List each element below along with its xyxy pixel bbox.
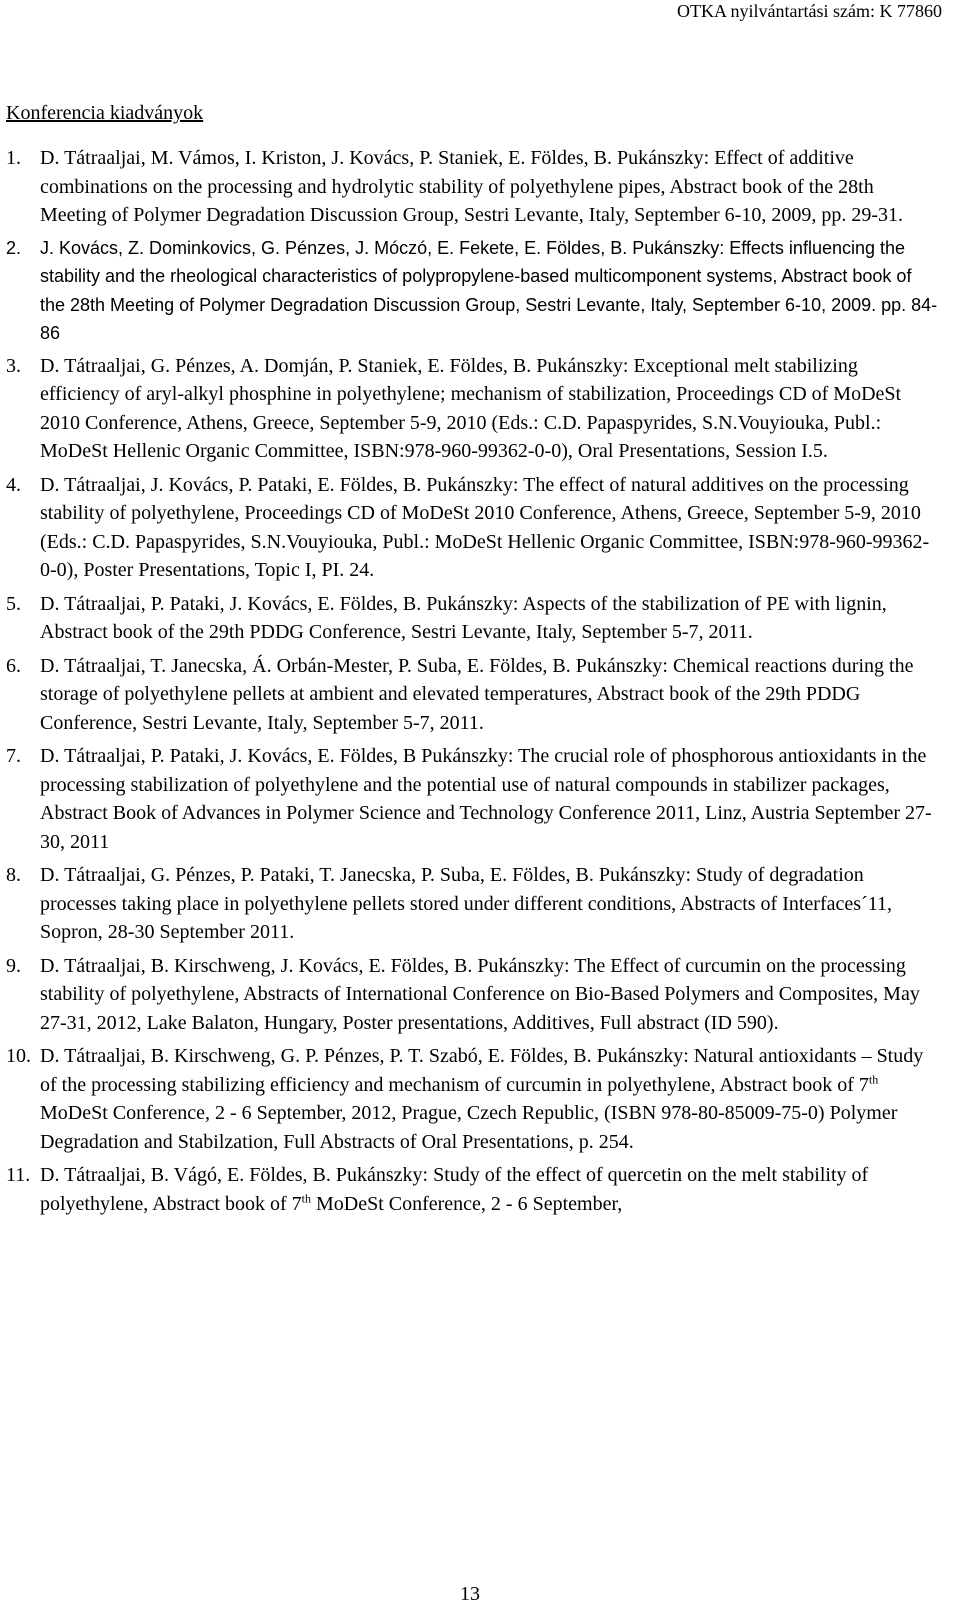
- list-item-text-part: D. Tátraaljai, B. Kirschweng, G. P. Pénzes, P. T. Szabó, E. Földes, B. Pukánszky: Natural antioxidants – Study of the processing stabilizing efficiency and mechanism of curcumin in polyethylene, Abstract book of 7: [40, 1045, 924, 1096]
- list-item: [0, 1161, 940, 1218]
- list-item: [0, 652, 940, 738]
- list-item-number: 1.: [6, 147, 21, 169]
- list-item-text: [40, 1042, 940, 1156]
- list-item: [0, 471, 940, 585]
- list-item-number: 3.: [6, 354, 21, 377]
- list-item-text-part: MoDeSt Conference, 2 - 6 September,: [310, 1192, 623, 1215]
- list-item-text: D. Tátraaljai, B. Kirschweng, J. Kovács, E. Földes, B. Pukánszky: The Effect of curcumin on the processing stability of polyethylene, Abstracts of International Conference on Bio-Based Polymers and Composites, May 27-31, 2012, Lake Balaton, Hungary, Poster presentations, Additives, Full abstract (ID 590).: [40, 954, 920, 1034]
- page-header: OTKA nyilvántartási szám: K 77860: [677, 1, 942, 21]
- list-item: [0, 952, 940, 1038]
- page-number: 13: [460, 1583, 480, 1605]
- list-item-text-part: D. Tátraaljai, B. Vágó, E. Földes, B. Pukánszky: Study of the effect of quercetin on the melt stability of polyethylene, Abstract book of 7: [40, 1164, 869, 1215]
- list-item: [0, 742, 940, 856]
- list-item-text: D. Tátraaljai, P. Pataki, J. Kovács, E. Földes, B. Pukánszky: Aspects of the stabilization of PE with lignin, Abstract book of the 29th PDDG Conference, Sestri Levante, Italy, September 5-7, 2011.: [40, 592, 887, 643]
- list-item-number: 11.: [6, 1164, 31, 1186]
- list-item-text: D. Tátraaljai, T. Janecska, Á. Orbán-Mester, P. Suba, E. Földes, B. Pukánszky: Chemical reactions during the storage of polyethylene pellets at ambient and elevated temperatures, Abstract book of the 29th PDDG Conference, Sestri Levante, Italy, September 5-7, 2011.: [40, 654, 914, 734]
- list-item-number: 8.: [6, 864, 21, 886]
- list-item-text: D. Tátraaljai, M. Vámos, I. Kriston, J. Kovács, P. Staniek, E. Földes, B. Pukánszky: Effect of additive combinations on the processing and hydrolytic stability of polyethylene pipes, Abstract book of the 28th Meeting of Polymer Degradation Discussion Group, Sestri Levante, Italy, September 6-10, 2009, pp. 29-31.: [40, 147, 903, 226]
- reference-list: [0, 144, 940, 1218]
- list-item-number: 6.: [6, 654, 21, 677]
- list-item: [0, 1042, 940, 1156]
- list-item: [0, 144, 940, 230]
- list-item-text: D. Tátraaljai, G. Pénzes, P. Pataki, T. Janecska, P. Suba, E. Földes, B. Pukánszky: Study of degradation processes taking place in polyethylene pellets stored under different conditions, Abstracts of Interfaces´11, Sopron, 28-30 September 2011.: [40, 864, 892, 943]
- list-item: [0, 352, 940, 466]
- list-item-text-part: MoDeSt Conference, 2 - 6 September, 2012, Prague, Czech Republic, (ISBN 978-80-85009-75-0) Polymer Degradation and Stabilzation, Full Abstracts of Oral Presentations, p. 254.: [40, 1102, 898, 1153]
- list-item-text: D. Tátraaljai, J. Kovács, P. Pataki, E. Földes, B. Pukánszky: The effect of natural additives on the processing stability of polyethylene, Proceedings CD of MoDeSt 2010 Conference, Athens, Greece, September 5-9, 2010 (Eds.: C.D. Papaspyrides, S.N.Vouyiouka, Publ.: MoDeSt Hellenic Organic Committee, ISBN:978-960-99362-0-0), Poster Presentations, Topic I, PI. 24.: [40, 473, 930, 581]
- section-title: Konferencia kiadványok: [6, 102, 204, 124]
- superscript: th: [868, 1071, 879, 1086]
- list-item-text: J. Kovács, Z. Dominkovics, G. Pénzes, J. Móczó, E. Fekete, E. Földes, B. Pukánszky: Effects influencing the stability and the rheological characteristics of polypropylene-based multicomponent systems, Abstract book of the 28th Meeting of Polymer Degradation Discussion Group, Sestri Levante, Italy, September 6-10, 2009. pp. 84-86: [40, 237, 938, 343]
- list-item-number: 9.: [6, 954, 21, 977]
- superscript: th: [301, 1190, 311, 1205]
- list-item-number: 2.: [6, 237, 22, 258]
- list-item-number: 5.: [6, 592, 21, 615]
- list-item: [0, 861, 940, 947]
- list-item-text: D. Tátraaljai, P. Pataki, J. Kovács, E. Földes, B Pukánszky: The crucial role of phosphorous antioxidants in the processing stabilization of polyethylene and the potential use of natural compounds in stabilizer packages, Abstract Book of Advances in Polymer Science and Technology Conference 2011, Linz, Austria September 27-30, 2011: [40, 745, 932, 853]
- list-item-number: 10.: [6, 1045, 31, 1067]
- list-item-text: D. Tátraaljai, G. Pénzes, A. Domján, P. Staniek, E. Földes, B. Pukánszky: Exceptional melt stabilizing efficiency of aryl-alkyl phosphine in polyethylene; mechanism of stabilization, Proceedings CD of MoDeSt 2010 Conference, Athens, Greece, September 5-9, 2010 (Eds.: C.D. Papaspyrides, S.N.Vouyiouka, Publ.: MoDeSt Hellenic Organic Committee, ISBN:978-960-99362-0-0), Oral Presentations, Session I.5.: [40, 354, 902, 462]
- list-item: [0, 234, 940, 348]
- list-item-text: [40, 1161, 940, 1218]
- list-item: [0, 590, 940, 647]
- list-item-number: 7.: [6, 745, 21, 767]
- list-item-number: 4.: [6, 473, 21, 496]
